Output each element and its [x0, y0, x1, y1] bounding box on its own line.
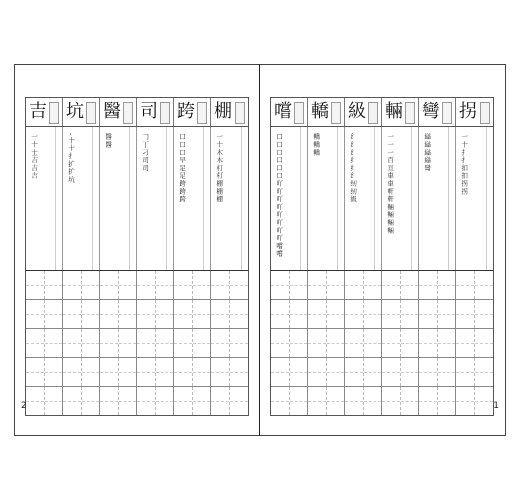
practice-grid [25, 270, 249, 416]
char-label: 級 [348, 101, 366, 122]
char-header [137, 98, 174, 126]
pinyin-box [368, 102, 378, 124]
pinyin-box [86, 102, 96, 124]
char-header [271, 98, 308, 126]
char-label: 拐 [459, 101, 477, 122]
char-header [308, 98, 345, 126]
stroke-order-column [456, 127, 493, 270]
stroke-sequence: 𠃌丁刁司司 [141, 133, 150, 172]
character-grid-right [270, 97, 494, 416]
char-header [174, 98, 211, 126]
char-header [211, 98, 248, 126]
pinyin-box [160, 102, 170, 124]
stroke-sequence: 轎轎轎 [312, 133, 321, 157]
right-page [260, 64, 506, 436]
left-page [14, 64, 260, 436]
stroke-order-column [137, 127, 174, 270]
pinyin-box [331, 102, 341, 124]
stroke-sequence: 纟纟纟纟纟纟纫纫級 [349, 133, 358, 204]
stroke-sequence: 口口口早足足跨跨跨 [178, 133, 187, 204]
stroke-order-row [25, 127, 249, 270]
char-label: 醫 [103, 101, 121, 122]
pinyin-box [197, 102, 207, 124]
stroke-order-column [100, 127, 137, 270]
char-label: 輛 [385, 101, 403, 122]
practice-grid [270, 270, 494, 416]
stroke-sequence: 醫醫 [104, 133, 113, 149]
stroke-sequence: 口口口口口口吖吖吖吖吖吖吖吖嚐嚐 [275, 133, 284, 258]
char-header [63, 98, 100, 126]
char-label: 司 [140, 101, 158, 122]
char-header [100, 98, 137, 126]
pinyin-box [235, 102, 245, 124]
stroke-order-column [271, 127, 308, 270]
page-number: 2 [21, 401, 27, 411]
char-header [419, 98, 456, 126]
char-label: 跨 [177, 101, 195, 122]
char-header [382, 98, 419, 126]
stroke-sequence: 一一一百亘車車軒軒輛輛輛輛 [386, 133, 395, 235]
stroke-sequence: 䜌䜌䜌䜌彎 [423, 133, 432, 172]
stroke-order-column [174, 127, 211, 270]
pinyin-box [294, 102, 304, 124]
char-label: 嚐 [274, 101, 292, 122]
pinyin-box [480, 102, 490, 124]
workbook-spread [14, 64, 506, 436]
char-label: 棚 [214, 101, 232, 122]
pinyin-box [442, 102, 452, 124]
char-header [345, 98, 382, 126]
stroke-order-column [63, 127, 100, 270]
pinyin-box [49, 102, 59, 124]
char-header [26, 98, 63, 126]
stroke-order-column [211, 127, 248, 270]
stroke-order-column [26, 127, 63, 270]
stroke-sequence: 一十扌扌扣扣拐拐 [460, 133, 469, 196]
char-label: 彎 [422, 101, 440, 122]
stroke-order-column [382, 127, 419, 270]
stroke-order-column [308, 127, 345, 270]
pinyin-box [405, 102, 415, 124]
stroke-order-column [419, 127, 456, 270]
char-label: 轎 [311, 101, 329, 122]
page-number: 1 [493, 401, 499, 411]
stroke-sequence: 一十士吉吉吉 [30, 133, 39, 180]
char-header [456, 98, 493, 126]
char-label: 坑 [66, 101, 84, 122]
pinyin-box [123, 102, 133, 124]
stroke-order-column [345, 127, 382, 270]
stroke-sequence: -十十扌扩扩坑 [67, 133, 76, 184]
header-row [25, 97, 249, 127]
char-label: 吉 [29, 101, 47, 122]
character-grid-left [25, 97, 249, 416]
stroke-order-row [270, 127, 494, 270]
header-row [270, 97, 494, 127]
stroke-sequence: 一十木木朾朾棚棚棚 [215, 133, 224, 204]
